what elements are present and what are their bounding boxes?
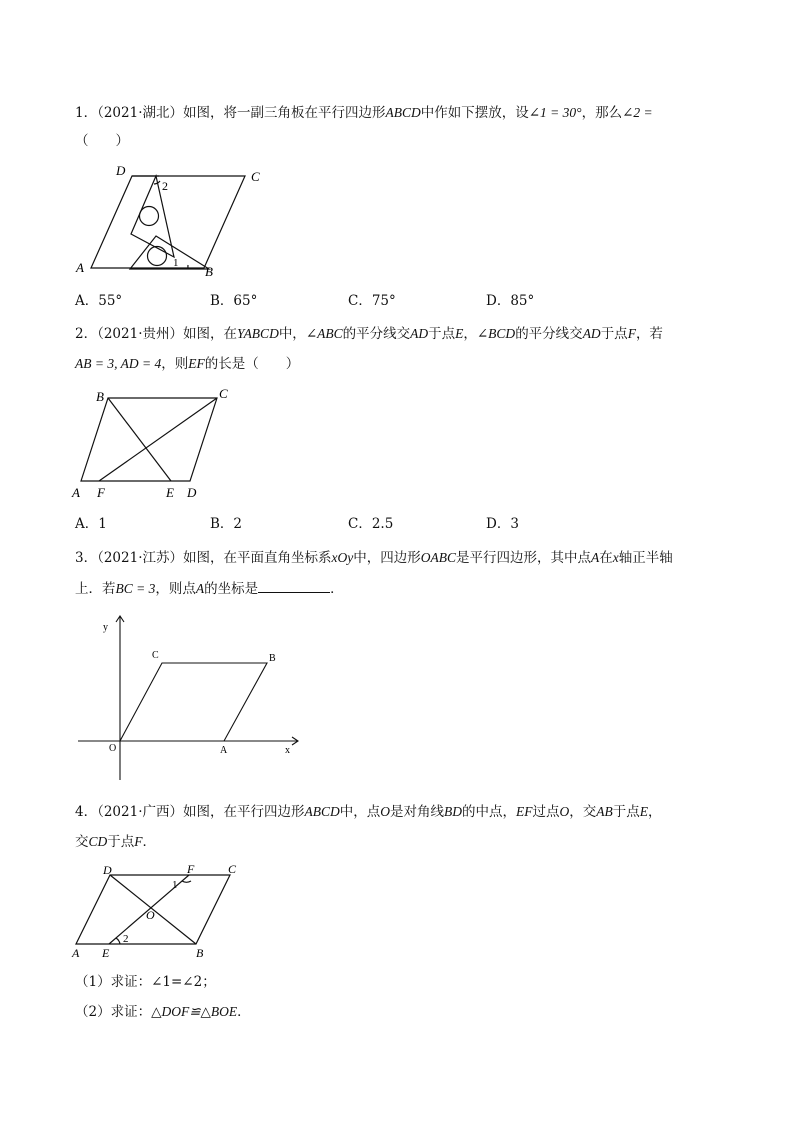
q1-text: 如图，将一副三角板在平行四边形: [183, 105, 386, 121]
q1-label-A: A: [76, 260, 84, 275]
q2-label-D: D: [187, 485, 197, 500]
q4-text: 是对角线: [390, 804, 444, 820]
q4-text: 过点: [532, 804, 560, 820]
q4-text: 如图，在平行四边形: [183, 804, 305, 820]
q3-label-x: x: [285, 745, 290, 756]
q4-label-F: F: [187, 862, 195, 876]
q1-circle-lower: [148, 247, 167, 266]
q2-math: F: [627, 326, 636, 341]
q3-label-y: y: [103, 622, 108, 633]
q1-label-angle1: 1: [173, 257, 179, 269]
q4-label-C: C: [228, 862, 237, 876]
q4-label-B: B: [196, 946, 204, 960]
q4-label-angle2: 2: [123, 933, 129, 945]
q1-text: 中作如下摆放，设: [420, 105, 529, 121]
q2-math: AD: [582, 326, 601, 341]
q2-text: ，: [463, 326, 477, 342]
q1-stem-line1: [75, 103, 653, 123]
q1-label-D: D: [116, 163, 126, 178]
q3-figure: [70, 610, 310, 782]
q4-math: F: [134, 834, 143, 849]
q1-option-a[interactable]: A．55°: [75, 293, 123, 309]
q2-option-b[interactable]: B．2: [210, 516, 243, 532]
q2-parallelogram: [81, 398, 217, 481]
q4-text: 的中点，: [462, 804, 516, 820]
q4-label-A: A: [72, 946, 80, 960]
q3-label-B: B: [269, 653, 276, 664]
q1-option-c[interactable]: C．75°: [348, 293, 396, 309]
q3-text: 的坐标是: [204, 581, 259, 597]
q3-text: 如图，在平面直角坐标系: [183, 550, 332, 566]
q2-text: ，若: [635, 326, 663, 342]
q2-text: 如图，在: [183, 326, 237, 342]
q2-figure: [70, 384, 245, 504]
q1-source: （2021·湖北）: [97, 105, 183, 121]
q4-subquestion-1: [75, 972, 216, 992]
q3-stem-line1: [75, 548, 673, 568]
q4-text: 交: [75, 834, 89, 850]
q2-math: E: [455, 326, 464, 341]
q2-source: （2021·贵州）: [97, 326, 183, 342]
q2-math: ∠BCD: [476, 326, 516, 341]
q1-math: ∠2 =: [622, 105, 653, 120]
q4-stem-line1: [75, 802, 662, 822]
q2-option-a[interactable]: A．1: [75, 516, 107, 532]
q2-text: 的平分线交: [515, 326, 583, 342]
q4-text: 于点: [107, 834, 135, 850]
q4-math: O: [559, 804, 570, 819]
q2-label-A: A: [72, 485, 80, 500]
q3-parallelogram: [120, 663, 267, 741]
q1-math: ∠1 = 30°: [528, 105, 582, 120]
q1-circle-upper: [140, 207, 159, 226]
q2-text: 中，: [278, 326, 306, 342]
q3-math: BC = 3: [115, 581, 156, 596]
q2-math: AB = 3, AD = 4: [75, 356, 162, 371]
q4-label-E: E: [102, 946, 110, 960]
q2-number: 2．: [75, 326, 98, 342]
q2-option-c[interactable]: C．2.5: [348, 516, 394, 532]
q3-label-O: O: [109, 743, 117, 754]
q2-text: 于点: [428, 326, 456, 342]
q4-text: ，交: [569, 804, 597, 820]
q3-text: 在: [599, 550, 613, 566]
q3-math: A: [590, 550, 600, 565]
q3-label-A: A: [220, 745, 228, 756]
q2-label-B: B: [96, 389, 104, 404]
q2-label-C: C: [219, 386, 228, 401]
q1-number: 1．: [75, 105, 98, 121]
q2-math: ∠ABC: [305, 326, 343, 341]
q1-option-b[interactable]: B．65°: [210, 293, 258, 309]
q1-figure: [70, 160, 280, 285]
q4-label-O: O: [146, 908, 155, 922]
q4-text: 中，点: [339, 804, 381, 820]
q3-text: ．: [330, 581, 344, 597]
q4-subquestion-2: [75, 1002, 251, 1022]
q3-math: OABC: [420, 550, 456, 565]
q4-math: AB: [596, 804, 613, 819]
q3-text: ，则点: [155, 581, 196, 597]
q3-math: x: [612, 550, 619, 565]
q1-label-angle2: 2: [162, 179, 168, 193]
q3-math: A: [195, 581, 205, 596]
q4-text: ；: [202, 974, 216, 990]
q4-math: O: [380, 804, 390, 819]
q4-figure: [70, 858, 250, 964]
q2-text: 于点: [600, 326, 628, 342]
q3-number: 3．: [75, 550, 98, 566]
q2-text: 的平分线交: [342, 326, 411, 342]
q4-text: （2）求证：: [75, 1004, 152, 1020]
q4-text: （1）求证：: [75, 974, 152, 990]
q4-text: ．: [142, 834, 157, 850]
q4-math: △DOF≌△BOE: [151, 1004, 238, 1019]
q2-math: EF: [188, 356, 205, 371]
q3-answer-blank[interactable]: [258, 578, 330, 593]
q4-source: （2021·广西）: [97, 804, 183, 820]
q2-label-E: E: [166, 485, 174, 500]
q1-text: ，那么: [581, 105, 623, 121]
q4-math: E: [639, 804, 648, 819]
q4-math: BD: [444, 804, 462, 819]
q4-math: CD: [88, 834, 108, 849]
q4-number: 4．: [75, 804, 98, 820]
q2-stem-line2: [75, 354, 299, 374]
q2-option-d[interactable]: D．3: [486, 516, 519, 532]
q3-text: 轴正半轴: [618, 550, 673, 566]
q2-text: 的长是（ ）: [204, 356, 300, 372]
q2-math: AD: [410, 326, 429, 341]
q2-stem-line1: [75, 324, 663, 344]
q2-label-F: F: [97, 485, 105, 500]
q3-math: xOy: [331, 550, 354, 565]
q1-option-d[interactable]: D．85°: [486, 293, 535, 309]
q4-stem-line2: [75, 832, 156, 852]
q1-math: ABCD: [385, 105, 421, 120]
q1-triangle-lower: [130, 236, 209, 269]
q2-text: ，则: [161, 356, 189, 372]
q3-text: 是平行四边形，其中点: [455, 550, 591, 566]
q4-text: 于点: [612, 804, 640, 820]
q3-text: 中，四边形: [353, 550, 421, 566]
q2-math: YABCD: [237, 326, 279, 341]
q4-math: ∠1=∠2: [151, 974, 203, 990]
q4-math: EF: [516, 804, 533, 819]
q1-label-C: C: [251, 169, 260, 184]
q1-answer-paren: （ ）: [75, 133, 129, 149]
q4-label-angle1: 1: [172, 879, 178, 891]
q4-label-D: D: [103, 863, 112, 877]
q3-stem-line2: [75, 578, 344, 599]
q3-text: 上．若: [75, 581, 116, 597]
q4-text: ，: [648, 804, 662, 820]
q1-label-B: B: [205, 264, 213, 279]
q4-text: ．: [237, 1004, 251, 1020]
q4-math: ABCD: [304, 804, 340, 819]
q3-source: （2021·江苏）: [97, 550, 183, 566]
q3-label-C: C: [152, 650, 159, 661]
